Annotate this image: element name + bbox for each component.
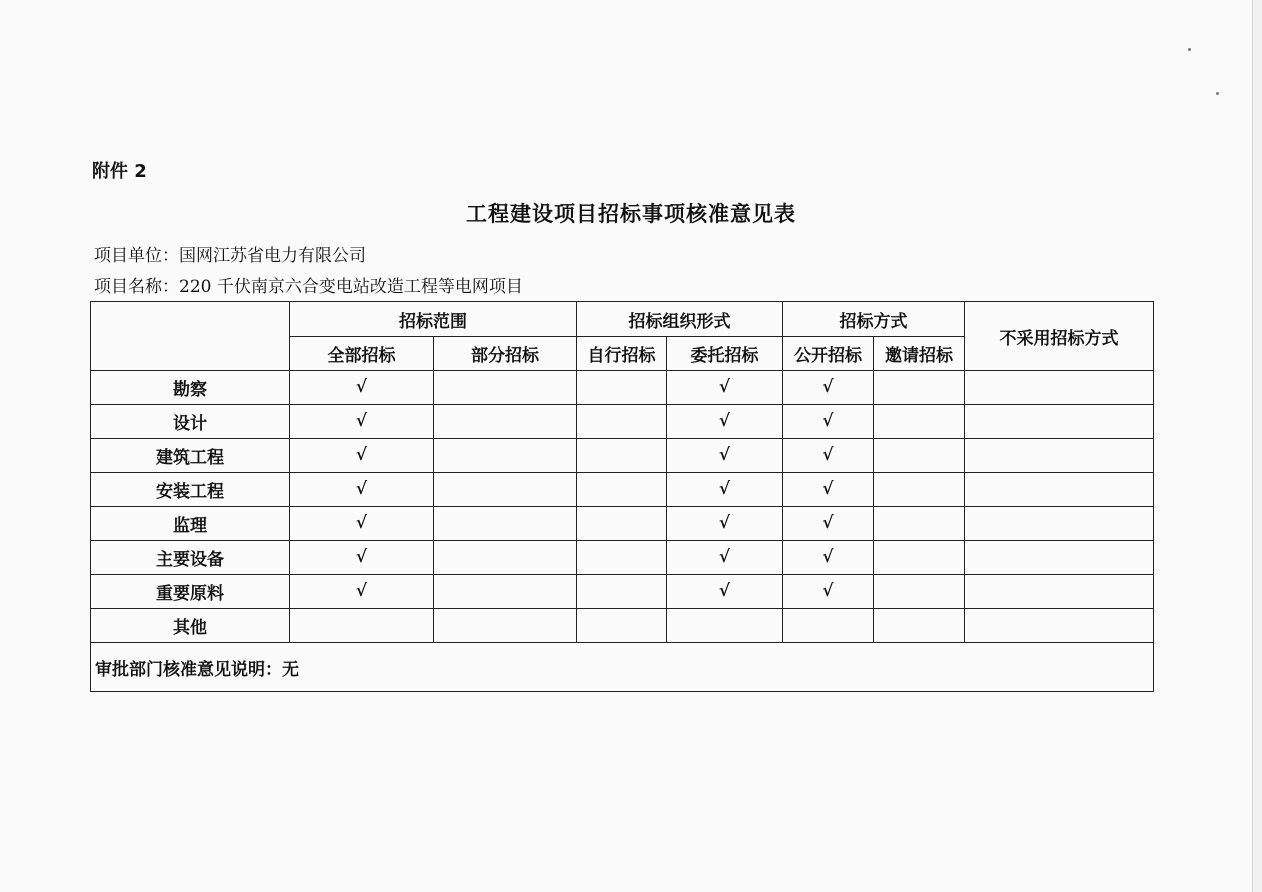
header-organization: 招标组织形式 xyxy=(577,302,783,337)
empty-cell xyxy=(577,473,667,507)
table-row xyxy=(91,371,1154,405)
row-label: 安装工程 xyxy=(91,473,290,507)
scan-speck xyxy=(1188,48,1191,51)
empty-cell xyxy=(577,541,667,575)
row-label: 其他 xyxy=(91,609,290,643)
check-mark: √ xyxy=(290,405,434,439)
page-edge xyxy=(1252,0,1262,892)
check-mark: √ xyxy=(667,439,783,473)
group-header-row xyxy=(91,302,1154,337)
empty-cell xyxy=(874,371,965,405)
header-method: 招标方式 xyxy=(783,302,965,337)
header-scope: 招标范围 xyxy=(290,302,577,337)
empty-cell xyxy=(577,609,667,643)
subheader-invited-bidding: 邀请招标 xyxy=(874,337,965,371)
check-mark: √ xyxy=(783,541,874,575)
table-row xyxy=(91,575,1154,609)
row-label: 设计 xyxy=(91,405,290,439)
empty-cell xyxy=(965,405,1154,439)
empty-cell xyxy=(434,541,577,575)
corner-cell xyxy=(91,302,290,371)
table-row xyxy=(91,507,1154,541)
empty-cell xyxy=(965,541,1154,575)
check-mark: √ xyxy=(290,541,434,575)
empty-cell xyxy=(667,609,783,643)
subheader-partial-bidding: 部分招标 xyxy=(434,337,577,371)
row-label: 监理 xyxy=(91,507,290,541)
project-name: 项目名称：220 千伏南京六合变电站改造工程等电网项目 xyxy=(94,277,523,297)
empty-cell xyxy=(965,609,1154,643)
check-mark: √ xyxy=(783,575,874,609)
table-row xyxy=(91,439,1154,473)
table-row xyxy=(91,541,1154,575)
row-label: 勘察 xyxy=(91,371,290,405)
empty-cell xyxy=(434,473,577,507)
empty-cell xyxy=(434,439,577,473)
project-unit: 项目单位：国网江苏省电力有限公司 xyxy=(94,246,366,266)
approval-note: 审批部门核准意见说明：无 xyxy=(91,643,1154,692)
table-row xyxy=(91,609,1154,643)
table-row xyxy=(91,473,1154,507)
empty-cell xyxy=(577,405,667,439)
header-no-bidding: 不采用招标方式 xyxy=(965,302,1154,371)
empty-cell xyxy=(874,609,965,643)
empty-cell xyxy=(965,507,1154,541)
attachment-label: 附件 2 xyxy=(92,161,147,182)
empty-cell xyxy=(434,507,577,541)
empty-cell xyxy=(434,575,577,609)
empty-cell xyxy=(577,371,667,405)
check-mark: √ xyxy=(667,541,783,575)
check-mark: √ xyxy=(783,371,874,405)
empty-cell xyxy=(874,541,965,575)
empty-cell xyxy=(874,575,965,609)
check-mark: √ xyxy=(290,473,434,507)
empty-cell xyxy=(434,371,577,405)
row-label: 重要原料 xyxy=(91,575,290,609)
empty-cell xyxy=(874,405,965,439)
check-mark: √ xyxy=(290,507,434,541)
empty-cell xyxy=(965,371,1154,405)
check-mark: √ xyxy=(290,575,434,609)
empty-cell xyxy=(577,575,667,609)
table-row xyxy=(91,405,1154,439)
check-mark: √ xyxy=(667,507,783,541)
check-mark: √ xyxy=(290,439,434,473)
row-label: 建筑工程 xyxy=(91,439,290,473)
check-mark: √ xyxy=(783,507,874,541)
check-mark: √ xyxy=(783,473,874,507)
empty-cell xyxy=(290,609,434,643)
empty-cell xyxy=(434,405,577,439)
empty-cell xyxy=(965,473,1154,507)
row-label: 主要设备 xyxy=(91,541,290,575)
check-mark: √ xyxy=(290,371,434,405)
empty-cell xyxy=(577,439,667,473)
subheader-public-bidding: 公开招标 xyxy=(783,337,874,371)
empty-cell xyxy=(965,575,1154,609)
check-mark: √ xyxy=(783,405,874,439)
check-mark: √ xyxy=(667,405,783,439)
empty-cell xyxy=(434,609,577,643)
document-title: 工程建设项目招标事项核准意见表 xyxy=(466,202,796,226)
subheader-self-organized: 自行招标 xyxy=(577,337,667,371)
empty-cell xyxy=(874,439,965,473)
empty-cell xyxy=(874,473,965,507)
empty-cell xyxy=(783,609,874,643)
scan-speck xyxy=(1216,92,1219,95)
empty-cell xyxy=(577,507,667,541)
subheader-entrusted: 委托招标 xyxy=(667,337,783,371)
check-mark: √ xyxy=(667,575,783,609)
check-mark: √ xyxy=(667,473,783,507)
check-mark: √ xyxy=(667,371,783,405)
empty-cell xyxy=(965,439,1154,473)
check-mark: √ xyxy=(783,439,874,473)
approval-table xyxy=(90,301,1154,692)
note-row xyxy=(91,643,1154,692)
empty-cell xyxy=(874,507,965,541)
subheader-full-bidding: 全部招标 xyxy=(290,337,434,371)
